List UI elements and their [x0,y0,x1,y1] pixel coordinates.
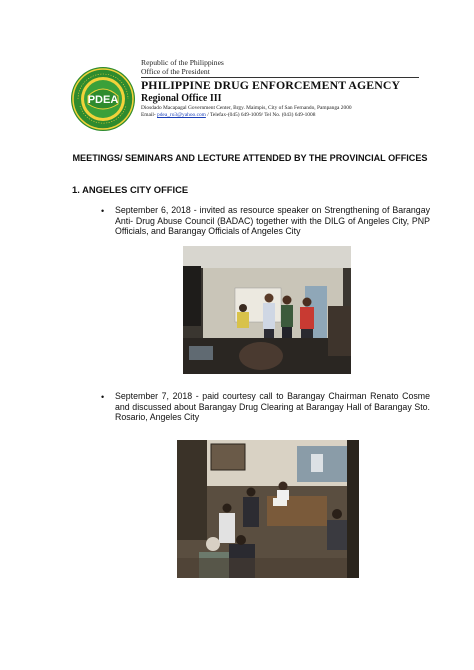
email-link[interactable]: pdea_ro3@yahoo.com [157,112,206,118]
meeting-photo-1 [183,246,351,374]
pdea-seal-logo [70,66,136,132]
telefax-info: / Telefax-(045) 649-1009/ Tel No. (043) 649-1008 [205,112,316,118]
email-label: Email- [141,112,158,118]
letterhead [141,58,400,119]
letterhead-republic: Republic of the Philippines [141,58,224,67]
office-address: Diosdado Macapagal Government Center, Brgy. Maimpis, City of San Fernando, Pampanga 2000 [141,105,352,111]
logo-wordmark: PDEA [87,94,119,106]
contact-line [141,112,400,119]
entry-text: September 6, 2018 - invited as resource speaker on Strengthening of Barangay Anti- Drug Abuse Council (BADAC) together with the DILG of Angeles City, PNP Officials, and Barangay Officials of Angeles City [115,205,430,237]
bullet-marker: • [101,392,105,402]
letterhead-office: Office of the President [141,67,210,76]
agency-name: PHILIPPINE DRUG ENFORCEMENT AGENCY [141,78,401,92]
meeting-photo-2 [177,440,359,578]
entry-text: September 7, 2018 - paid courtesy call to Barangay Chairman Renato Cosme and discussed about Barangay Drug Clearing at Barangay Hall of Barangay Sto. Rosario, Angeles City [115,391,430,423]
section-heading: 1. ANGELES CITY OFFICE [72,184,189,195]
regional-office: Regional Office III [141,93,222,104]
letterhead-rule [141,77,419,78]
bullet-marker: • [101,206,105,216]
document-title: MEETINGS/ SEMINARS AND LECTURE ATTENDED BY THE PROVINCIAL OFFICES [72,153,428,163]
